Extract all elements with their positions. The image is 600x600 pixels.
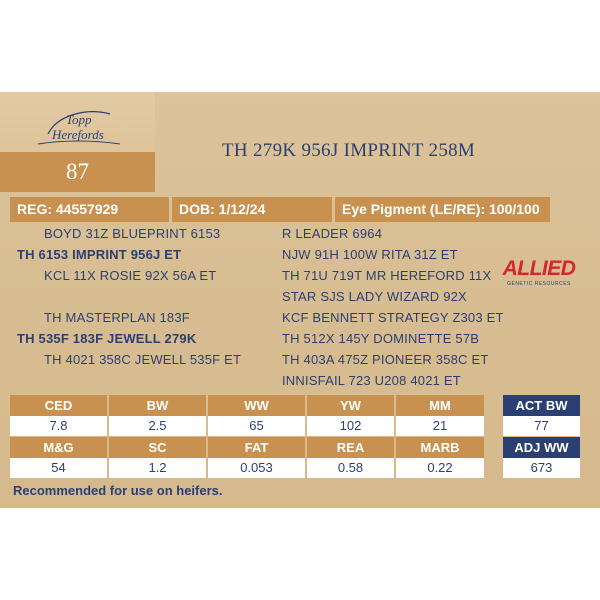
pedigree-right-line: TH 403A 475Z PIONEER 358C ET [282, 352, 489, 367]
epd-header-fat: FAT [208, 437, 305, 458]
pedigree-dam: TH 535F 183F JEWELL 279K [17, 331, 197, 346]
pedigree-dam-dam: TH 4021 358C JEWELL 535F ET [44, 352, 242, 367]
epd-header-marb: MARB [396, 437, 484, 458]
pedigree-sire-dam: KCL 11X ROSIE 92X 56A ET [44, 268, 217, 283]
pedigree-right-line: INNISFAIL 723 U208 4021 ET [282, 373, 461, 388]
pedigree-sire: TH 6153 IMPRINT 956J ET [17, 247, 182, 262]
sale-card [0, 92, 600, 508]
pedigree-right-line: STAR SJS LADY WIZARD 92X [282, 289, 467, 304]
epd-value-fat: 0.053 [208, 458, 305, 478]
epd-header-mm: MM [396, 395, 484, 416]
adj-ww-label: ADJ WW [503, 437, 580, 458]
epd-value-sc: 1.2 [109, 458, 206, 478]
reg-number: REG: 44557929 [10, 197, 169, 222]
logo-text-herefords: Herefords [52, 127, 104, 142]
epd-value-yw: 102 [307, 416, 394, 436]
epd-value-ww: 65 [208, 416, 305, 436]
epd-header-sc: SC [109, 437, 206, 458]
pedigree-dam-sire: TH MASTERPLAN 183F [44, 310, 190, 325]
animal-name: TH 279K 956J IMPRINT 258M [222, 140, 476, 161]
pedigree-sire-sire: BOYD 31Z BLUEPRINT 6153 [44, 226, 221, 241]
pedigree-right-line: R LEADER 6964 [282, 226, 383, 241]
pedigree-right-line: KCF BENNETT STRATEGY Z303 ET [282, 310, 504, 325]
epd-value-marb: 0.22 [396, 458, 484, 478]
epd-value-bw: 2.5 [109, 416, 206, 436]
pedigree-right-line: TH 71U 719T MR HEREFORD 11X [282, 268, 492, 283]
epd-value-mg: 54 [10, 458, 107, 478]
epd-header-bw: BW [109, 395, 206, 416]
pedigree-right-line: TH 512X 145Y DOMINETTE 57B [282, 331, 480, 346]
adj-ww-value: 673 [503, 458, 580, 478]
epd-header-ww: WW [208, 395, 305, 416]
epd-value-mm: 21 [396, 416, 484, 436]
epd-value-ced: 7.8 [10, 416, 107, 436]
logo-text-topp: Topp [66, 112, 92, 127]
pedigree-right-line: NJW 91H 100W RITA 31Z ET [282, 247, 458, 262]
epd-header-rea: REA [307, 437, 394, 458]
act-bw-label: ACT BW [503, 395, 580, 416]
info-bar [10, 197, 550, 222]
epd-header-ced: CED [10, 395, 107, 416]
act-bw-value: 77 [503, 416, 580, 436]
allied-logo-name: ALLIED [502, 257, 576, 280]
allied-logo [498, 257, 580, 289]
allied-logo-tagline: GENETIC RESOURCES [507, 281, 571, 287]
heifer-note: Recommended for use on heifers. [13, 483, 223, 498]
eye-pigment: Eye Pigment (LE/RE): 100/100 [335, 197, 550, 222]
epd-header-yw: YW [307, 395, 394, 416]
epd-header-mg: M&G [10, 437, 107, 458]
topp-herefords-logo [28, 104, 128, 152]
dob: DOB: 1/12/24 [172, 197, 332, 222]
lot-number: 87 [66, 159, 89, 184]
epd-value-rea: 0.58 [307, 458, 394, 478]
